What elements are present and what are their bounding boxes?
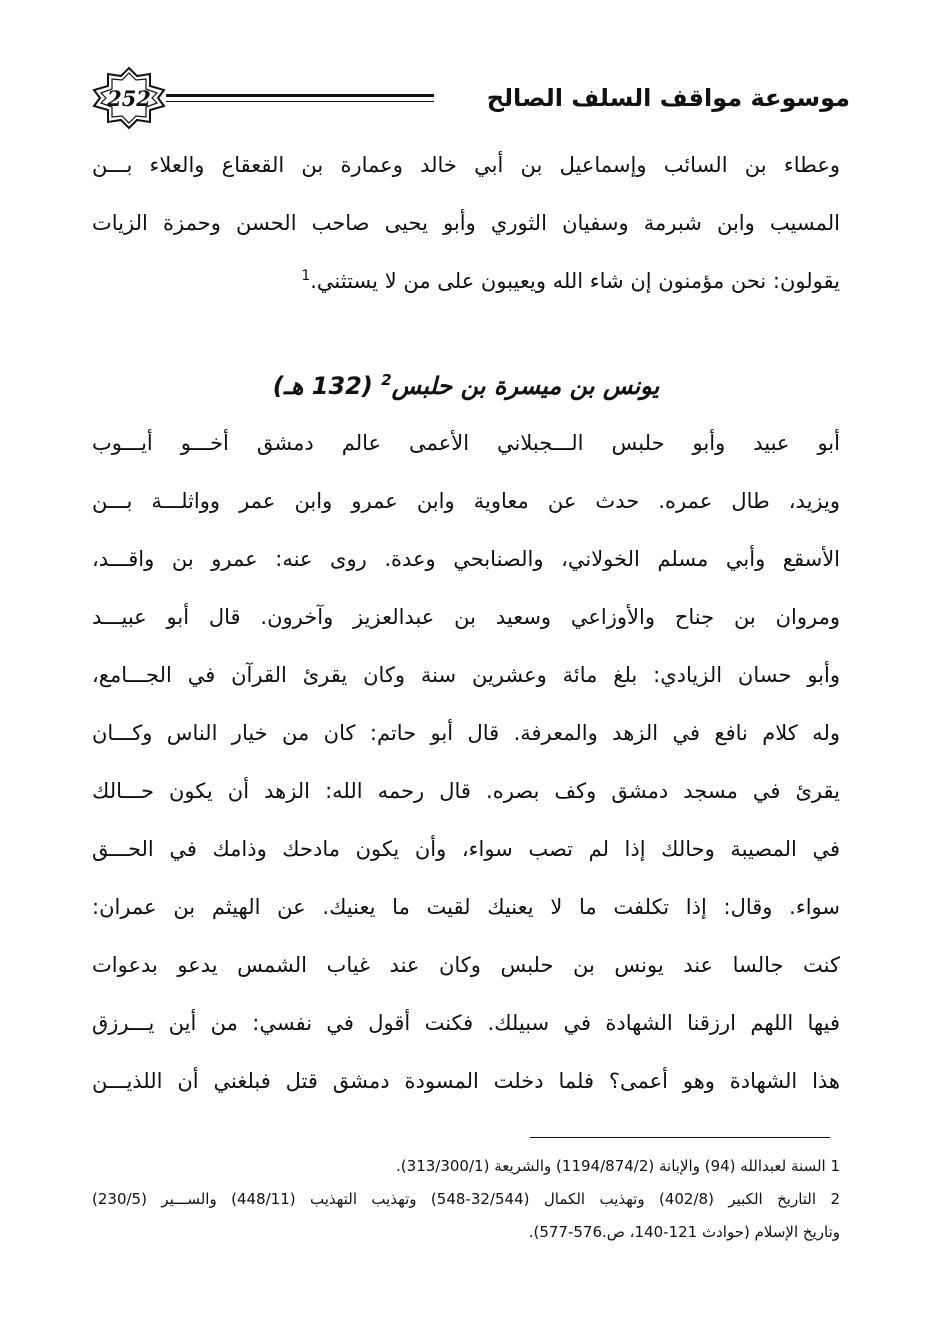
paragraph-biography [92, 414, 840, 1110]
text-line [92, 252, 840, 310]
section-heading [92, 362, 840, 410]
footnote-1: 1 السنة لعبدالله (94) والإبانة (1194/874/2) والشريعة (313/300/1). [396, 1157, 840, 1175]
text-line: وله كلام نافع في الزهد والمعرفة. قال أبو حاتم: كان من خيار الناس وكـــان [92, 721, 840, 745]
page-number: 252 [107, 85, 151, 111]
footnote-separator [530, 1137, 830, 1138]
text-line: كنت جالسا عند يونس بن حلبس وكان عند غياب الشمس يدعو بدعوات [92, 953, 840, 977]
footnote-2-continued: وتاريخ الإسلام (حوادث 121-140، ص.576-577). [528, 1223, 840, 1241]
footnotes [92, 1150, 840, 1249]
text-line: ومروان بن جناح والأوزاعي وسعيد بن عبدالعزيز وآخرون. قال أبو عبيـــد [92, 605, 840, 629]
footnote-2: 2 التاريخ الكبير (402/8) وتهذيب الكمال (32/544-548) وتهذيب التهذيب (448/11) والســـير (230/5) [92, 1190, 840, 1208]
page-header [90, 66, 850, 130]
paragraph-intro [92, 136, 840, 310]
text-line: في المصيبة وحالك إذا لم تصب سواء، وأن يكون مادحك وذامك في الحـــق [92, 837, 840, 861]
footnote-reference: 1 [301, 268, 311, 284]
text-line: الأسقع وأبي مسلم الخولاني، والصنابحي وعدة. روى عنه: عمرو بن واقـــد، [92, 547, 840, 571]
text-line: هذا الشهادة وهو أعمى؟ فلما دخلت المسودة دمشق قتل فبلغني أن اللذيـــن [92, 1069, 840, 1093]
text-line: وعطاء بن السائب وإسماعيل بن أبي خالد وعمارة بن القعقاع والعلاء بـــن [92, 153, 840, 177]
book-title: موسوعة مواقف السلف الصالح [486, 84, 850, 112]
header-rule [166, 94, 434, 102]
footnote-reference: 2 [381, 371, 392, 389]
page-number-badge [90, 66, 168, 130]
text-line: وأبو حسان الزيادي: بلغ مائة وعشرين سنة وكان يقرئ القرآن في الجـــامع، [92, 663, 840, 687]
text-line-content: يقولون: نحن مؤمنون إن شاء الله ويعيبون على من لا يستثني. [310, 269, 840, 293]
section-year: (132 هـ) [272, 372, 373, 400]
text-line: المسيب وابن شبرمة وسفيان الثوري وأبو يحيى صاحب الحسن وحمزة الزيات [92, 211, 840, 235]
text-line: سواء. وقال: إذا تكلفت ما لا يعنيك لقيت ما يعنيك. عن الهيثم بن عمران: [92, 895, 840, 919]
text-line: ويزيد، طال عمره. حدث عن معاوية وابن عمرو وابن عمر وواثلـــة بـــن [92, 489, 840, 513]
text-line: أبو عبيد وأبو حلبس الـــجبلاني الأعمى عالم دمشق أخـــو أيـــوب [92, 431, 840, 455]
text-line: يقرئ في مسجد دمشق وكف بصره. قال رحمه الله: الزهد أن يكون حـــالك [92, 779, 840, 803]
section-title: يونس بن ميسرة بن حلبس [391, 372, 660, 400]
text-line: فيها اللهم ارزقنا الشهادة في سبيلك. فكنت أقول في نفسي: من أين يـــرزق [92, 1011, 840, 1035]
